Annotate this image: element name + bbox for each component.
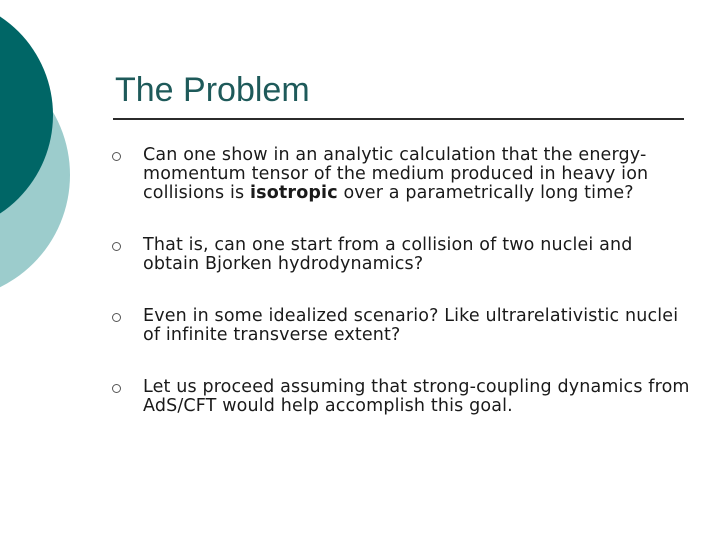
title-divider bbox=[113, 118, 684, 120]
bullet-item bbox=[112, 236, 692, 274]
bullet-item bbox=[112, 378, 692, 416]
circle-bullet-icon bbox=[112, 242, 121, 251]
bullet-item bbox=[112, 307, 692, 345]
bullet-list bbox=[112, 146, 692, 416]
circle-bullet-icon bbox=[112, 384, 121, 393]
bullet-text: Even in some idealized scenario? Like ultrarelativistic nuclei of infinite transverse extent? bbox=[143, 306, 679, 345]
circle-bullet-icon bbox=[112, 313, 121, 322]
bullet-item bbox=[112, 146, 692, 203]
emphasized-word: isotropic bbox=[250, 183, 338, 203]
decorative-circles bbox=[0, 0, 120, 300]
slide-title: The Problem bbox=[115, 71, 310, 109]
circle-bullet-icon bbox=[112, 152, 121, 161]
bullet-text: Can one show in an analytic calculation that the energy-momentum tensor of the medium produced in heavy ion collisions is isotropic over a parametrically long time? bbox=[143, 145, 649, 203]
bullet-text: Let us proceed assuming that strong-coupling dynamics from AdS/CFT would help accomplish this goal. bbox=[143, 377, 690, 416]
bullet-text: That is, can one start from a collision of two nuclei and obtain Bjorken hydrodynamics? bbox=[143, 235, 633, 274]
